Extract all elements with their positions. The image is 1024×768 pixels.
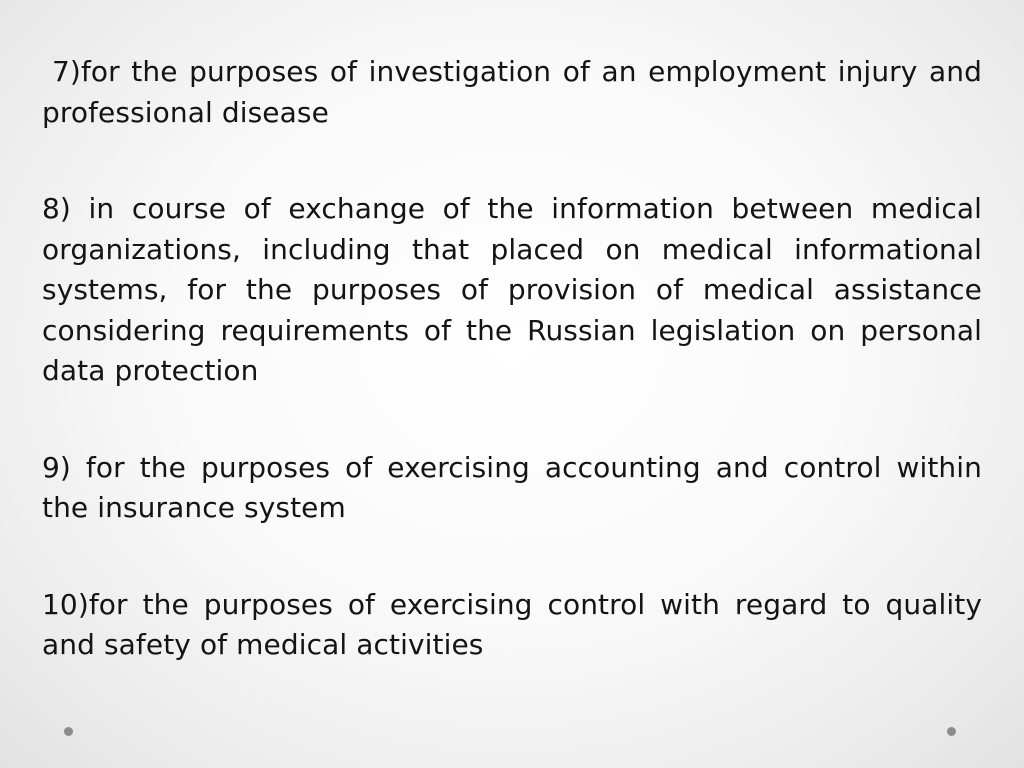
paragraph-item-7: 7)for the purposes of investigation of an employment injury and professional disease (42, 55, 982, 129)
decorative-dot-left (64, 727, 73, 736)
decorative-dot-right (947, 727, 956, 736)
paragraph-item-8: 8) in course of exchange of the information between medical organizations, including that placed on medical informational systems, for the purposes of provision of medical assistance considering requirements of the Russian legislation on personal data protection (42, 192, 982, 387)
paragraph-item-9: 9) for the purposes of exercising accounting and control within the insurance system (42, 450, 982, 524)
slide-content (42, 52, 982, 722)
paragraph-item-10: 10)for the purposes of exercising control with regard to quality and safety of medical activities (42, 587, 982, 661)
